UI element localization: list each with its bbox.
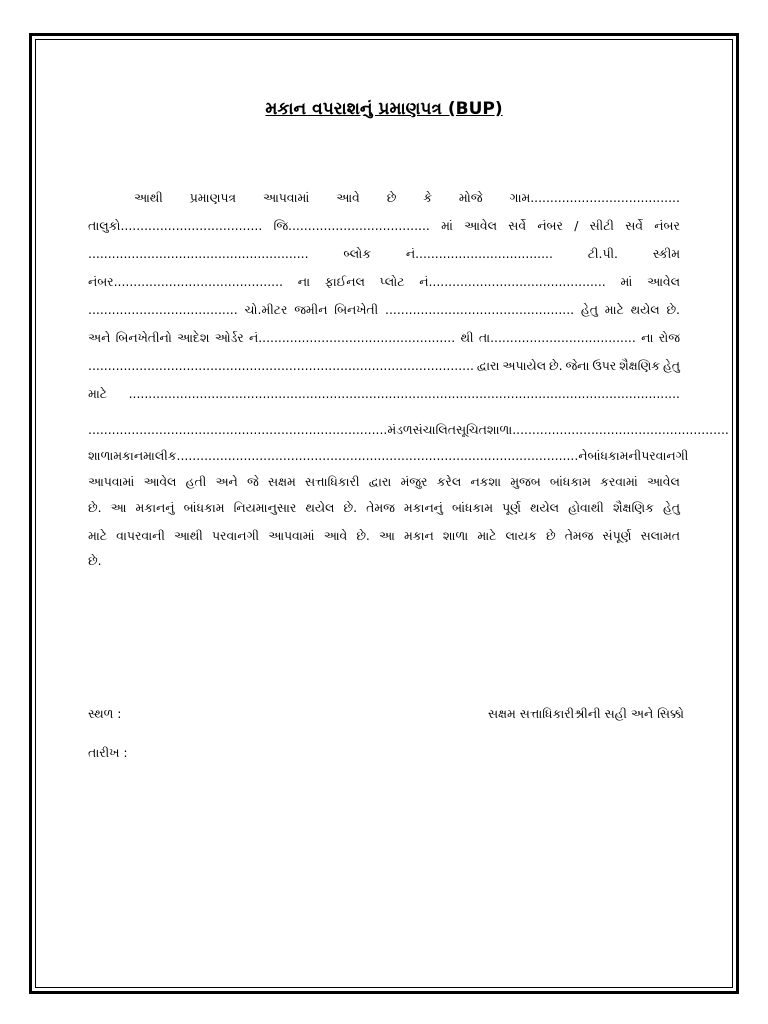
body-word: ...................................... — [88, 301, 238, 317]
body-word: બિનખેતીનો — [115, 329, 172, 345]
body-word: શાળા — [88, 447, 114, 463]
body-word: ઉપર — [592, 357, 617, 373]
body-word: વાપરવાની — [116, 527, 165, 543]
body-word: સીટી — [589, 217, 614, 233]
body-line — [88, 440, 689, 463]
body-word: આપવામાં — [88, 473, 135, 489]
body-word: નં.................................................. — [249, 329, 456, 345]
body-last-line: છે. — [88, 553, 102, 568]
body-word: ............................................................................................................................................ — [128, 385, 680, 401]
body-word: બાંધકામની — [587, 447, 642, 463]
body-word: છે — [545, 527, 556, 543]
body-word: સંચાલિત — [412, 421, 456, 437]
body-word: તા..................................... — [478, 329, 636, 345]
body-word: બ્લોક — [343, 245, 372, 261]
body-word: છે — [386, 189, 397, 205]
body-word: નં............................................. — [419, 273, 606, 289]
body-word: પરવાનગી — [212, 527, 260, 543]
body-word: આવેલ — [464, 217, 498, 233]
body-word: નકશા — [470, 473, 502, 489]
body-word: તાલુકો.................................... — [88, 217, 263, 233]
body-word: સક્ષમ — [268, 473, 296, 489]
body-line — [88, 182, 680, 204]
body-line — [88, 466, 680, 488]
body-word: મોજે — [458, 189, 483, 205]
body-word: અને — [215, 473, 238, 489]
body-word: સલામત — [640, 527, 680, 543]
date-label: તારીખ : — [88, 745, 128, 760]
body-word: હેતુ — [662, 357, 680, 373]
body-word: માં — [620, 273, 633, 289]
body-word: બાંધકામ — [183, 499, 225, 515]
body-word: આવેલ — [647, 273, 680, 289]
body-word: આથી — [134, 189, 163, 205]
body-word: માટે — [604, 301, 624, 317]
body-word: શૈક્ષણિક — [612, 499, 654, 515]
body-word: આવે — [336, 189, 360, 205]
body-word: આ — [379, 527, 395, 543]
body-word: નિયમાનુસાર — [233, 499, 297, 515]
signature-label: સક્ષમ સત્તાધિકારીશ્રીની સહી અને સિક્કો — [487, 706, 684, 721]
body-word: નંબર — [537, 217, 563, 233]
body-word: જે — [247, 473, 259, 489]
body-word: શાળા — [442, 527, 469, 543]
body-word: માં — [441, 217, 453, 233]
body-word: ................................................ — [385, 301, 575, 317]
body-line — [88, 492, 680, 514]
body-word: બાંધકામ — [452, 499, 493, 515]
body-word: હેતુ — [580, 301, 598, 317]
body-word: અપાયેલ — [502, 357, 547, 373]
body-word: ના — [297, 273, 311, 289]
body-word: ............................................................................ — [88, 421, 388, 437]
body-word: આવેલ — [143, 473, 177, 489]
body-word: થયેલ — [630, 301, 660, 317]
body-word: મકાન — [403, 527, 434, 543]
body-word: છે. — [356, 527, 370, 543]
body-word: ના — [641, 329, 654, 345]
body-word: કરવામાં — [600, 473, 638, 489]
body-line — [88, 210, 680, 232]
place-label: સ્થળ : — [88, 706, 122, 721]
body-word: સ્કીમ — [652, 245, 680, 261]
body-word: મુજબ — [510, 473, 541, 489]
body-word: અને — [88, 329, 111, 345]
body-word: સૂચિત — [455, 421, 487, 437]
body-word: ...................................................................................................... — [176, 447, 579, 463]
body-word: માટે — [88, 527, 107, 543]
body-word: છે. — [88, 499, 102, 515]
body-word: પૂર્ણ — [502, 499, 521, 515]
body-word: જેના — [565, 357, 590, 373]
body-word: ચો.મીટર — [244, 301, 288, 317]
body-word: સત્તાધિકારી — [305, 473, 360, 489]
body-word: થી — [460, 329, 474, 345]
body-word: ફાઈનલ — [324, 273, 365, 289]
body-word: મકાન — [113, 447, 144, 463]
body-word: આથી — [174, 527, 203, 543]
body-word: આપવામાં — [262, 189, 310, 205]
body-line — [88, 322, 680, 344]
body-word: પ્લોટ — [379, 273, 405, 289]
body-word: તેમજ — [564, 527, 594, 543]
body-word: છે. — [343, 499, 358, 515]
body-word: ને — [578, 447, 588, 463]
body-word: ટી.પી. — [587, 245, 618, 261]
body-word: મકાનનું — [403, 499, 443, 515]
body-line — [88, 378, 680, 400]
body-word: / — [574, 217, 579, 233]
body-word: આવેલ — [647, 473, 680, 489]
body-word: શાળા....................................................... — [486, 421, 729, 437]
body-word: કે — [423, 189, 432, 205]
body-word: મંડળ — [387, 421, 413, 437]
body-line — [88, 520, 680, 542]
body-word: સર્વે — [508, 217, 527, 233]
body-word: હોવાથી — [568, 499, 604, 515]
body-word: સર્વે — [625, 217, 644, 233]
body-word: રોજ — [658, 329, 680, 345]
body-line — [88, 266, 680, 288]
body-word: પ્રમાણપત્ર — [189, 189, 237, 205]
body-word: આવે — [323, 527, 348, 543]
body-word: ગામ...................................... — [509, 189, 680, 205]
body-word: ........................................................ — [88, 245, 309, 261]
body-word: દ્વારા — [368, 473, 392, 489]
body-line — [88, 294, 680, 316]
body-line — [88, 350, 680, 372]
body-word: તેમજ — [366, 499, 395, 515]
body-word: .................................................................................................. — [88, 357, 474, 373]
body-word: છે. — [666, 301, 680, 317]
certificate-title: મકાન વપરાશનું પ્રમાણપત્ર (BUP) — [265, 99, 503, 119]
body-word: જમીન — [294, 301, 328, 317]
body-word: સંપૂર્ણ — [602, 527, 632, 543]
body-word: લાયક — [505, 527, 537, 543]
body-word: જિ.................................... — [273, 217, 430, 233]
body-line — [88, 414, 729, 437]
body-word: દ્વારા — [476, 357, 500, 373]
body-word: માલીક — [143, 447, 177, 463]
body-word: માટે — [477, 527, 497, 543]
body-word: માટે — [88, 385, 107, 401]
body-word: થયેલ — [530, 499, 560, 515]
body-word: નં................................... — [405, 245, 553, 261]
body-word: પરવાનગી — [641, 447, 689, 463]
body-word: નંબર — [654, 217, 680, 233]
body-line — [88, 238, 680, 260]
body-word: ઓર્ડર — [214, 329, 244, 345]
body-word: આ — [110, 499, 127, 515]
body-word: છે. — [549, 357, 563, 373]
body-word: થયેલ — [305, 499, 335, 515]
body-word: હતી — [185, 473, 207, 489]
body-word: કરેલ — [436, 473, 462, 489]
body-word: આપવામાં — [268, 527, 315, 543]
body-word: મંજુર — [400, 473, 428, 489]
body-word: નંબર........................................... — [88, 273, 283, 289]
body-word: બાંધકામ — [549, 473, 591, 489]
body-word: હેતુ — [662, 499, 680, 515]
body-word: બિનખેતી — [334, 301, 379, 317]
body-word: મકાનનું — [135, 499, 175, 515]
body-word: શૈક્ષણિક — [619, 357, 661, 373]
body-word: આદેશ — [177, 329, 210, 345]
